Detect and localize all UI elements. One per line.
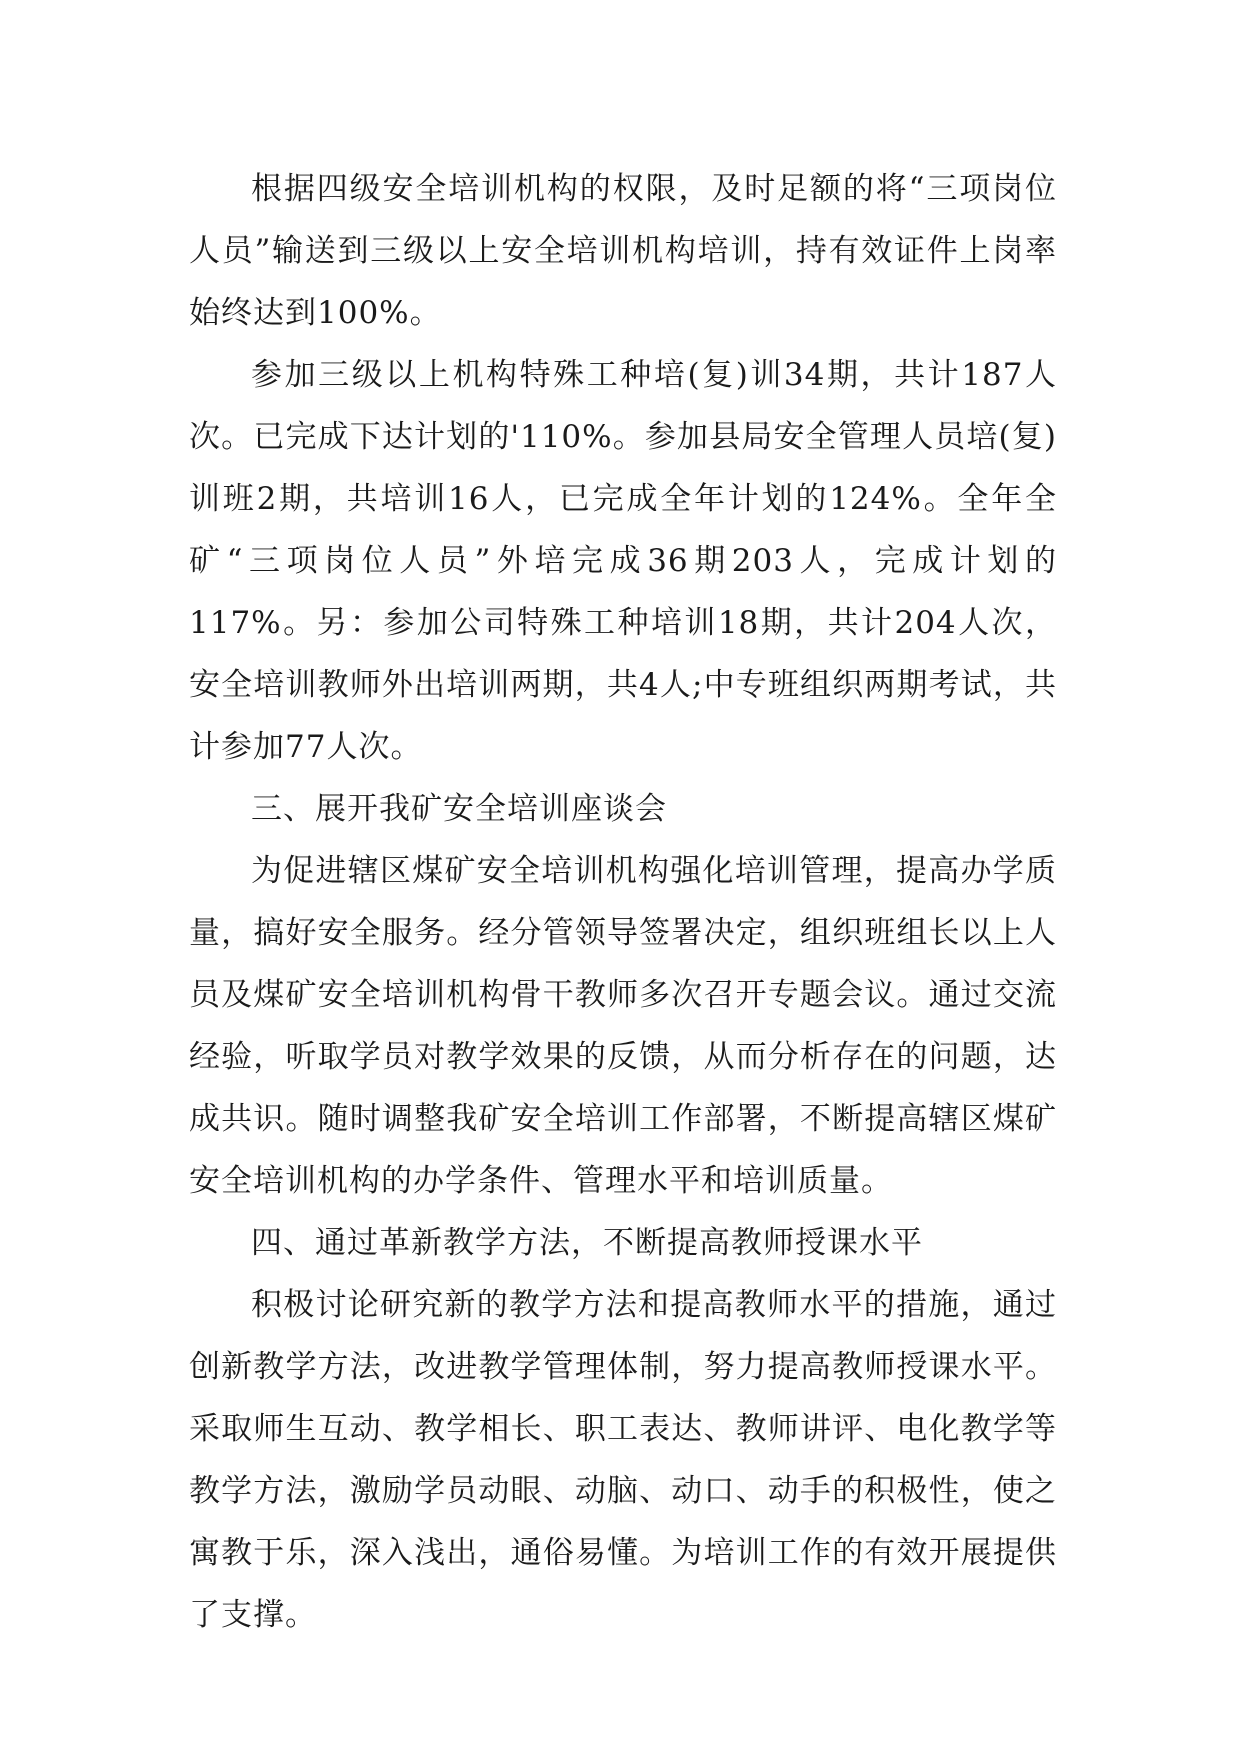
document-body <box>189 158 1057 1646</box>
paragraph-symposium: 为促进辖区煤矿安全培训机构强化培训管理，提高办学质量，搞好安全服务。经分管领导签署决定，组织班组长以上人员及煤矿安全培训机构骨干教师多次召开专题会议。通过交流经验，听取学员对教学效果的反馈，从而分析存在的问题，达成共识。随时调整我矿安全培训工作部署，不断提高辖区煤矿安全培训机构的办学条件、管理水平和培训质量。 <box>189 853 1057 1199</box>
paragraph-training-quota: 根据四级安全培训机构的权限，及时足额的将“三项岗位人员”输送到三级以上安全培训机构培训，持有效证件上岗率始终达到100%。 <box>189 171 1057 331</box>
paragraph-teaching-methods: 积极讨论研究新的教学方法和提高教师水平的措施，通过创新教学方法，改进教学管理体制，努力提高教师授课水平。采取师生互动、教学相长、职工表达、教师讲评、电化教学等教学方法，激励学员动眼、动脑、动口、动手的积极性，使之寓教于乐，深入浅出，通俗易懂。为培训工作的有效开展提供了支撑。 <box>189 1287 1057 1633</box>
paragraph-training-statistics: 参加三级以上机构特殊工种培(复)训34期，共计187人次。已完成下达计划的'110%。参加县局安全管理人员培(复)训班2期，共培训16人，已完成全年计划的124%。全年全矿“三项岗位人员”外培完成36期203人，完成计划的117%。另：参加公司特殊工种培训18期，共计204人次，安全培训教师外出培训两期，共4人;中专班组织两期考试，共计参加77人次。 <box>189 357 1057 765</box>
section-heading-four: 四、通过革新教学方法，不断提高教师授课水平 <box>251 1225 923 1261</box>
section-heading-three: 三、展开我矿安全培训座谈会 <box>251 791 667 827</box>
